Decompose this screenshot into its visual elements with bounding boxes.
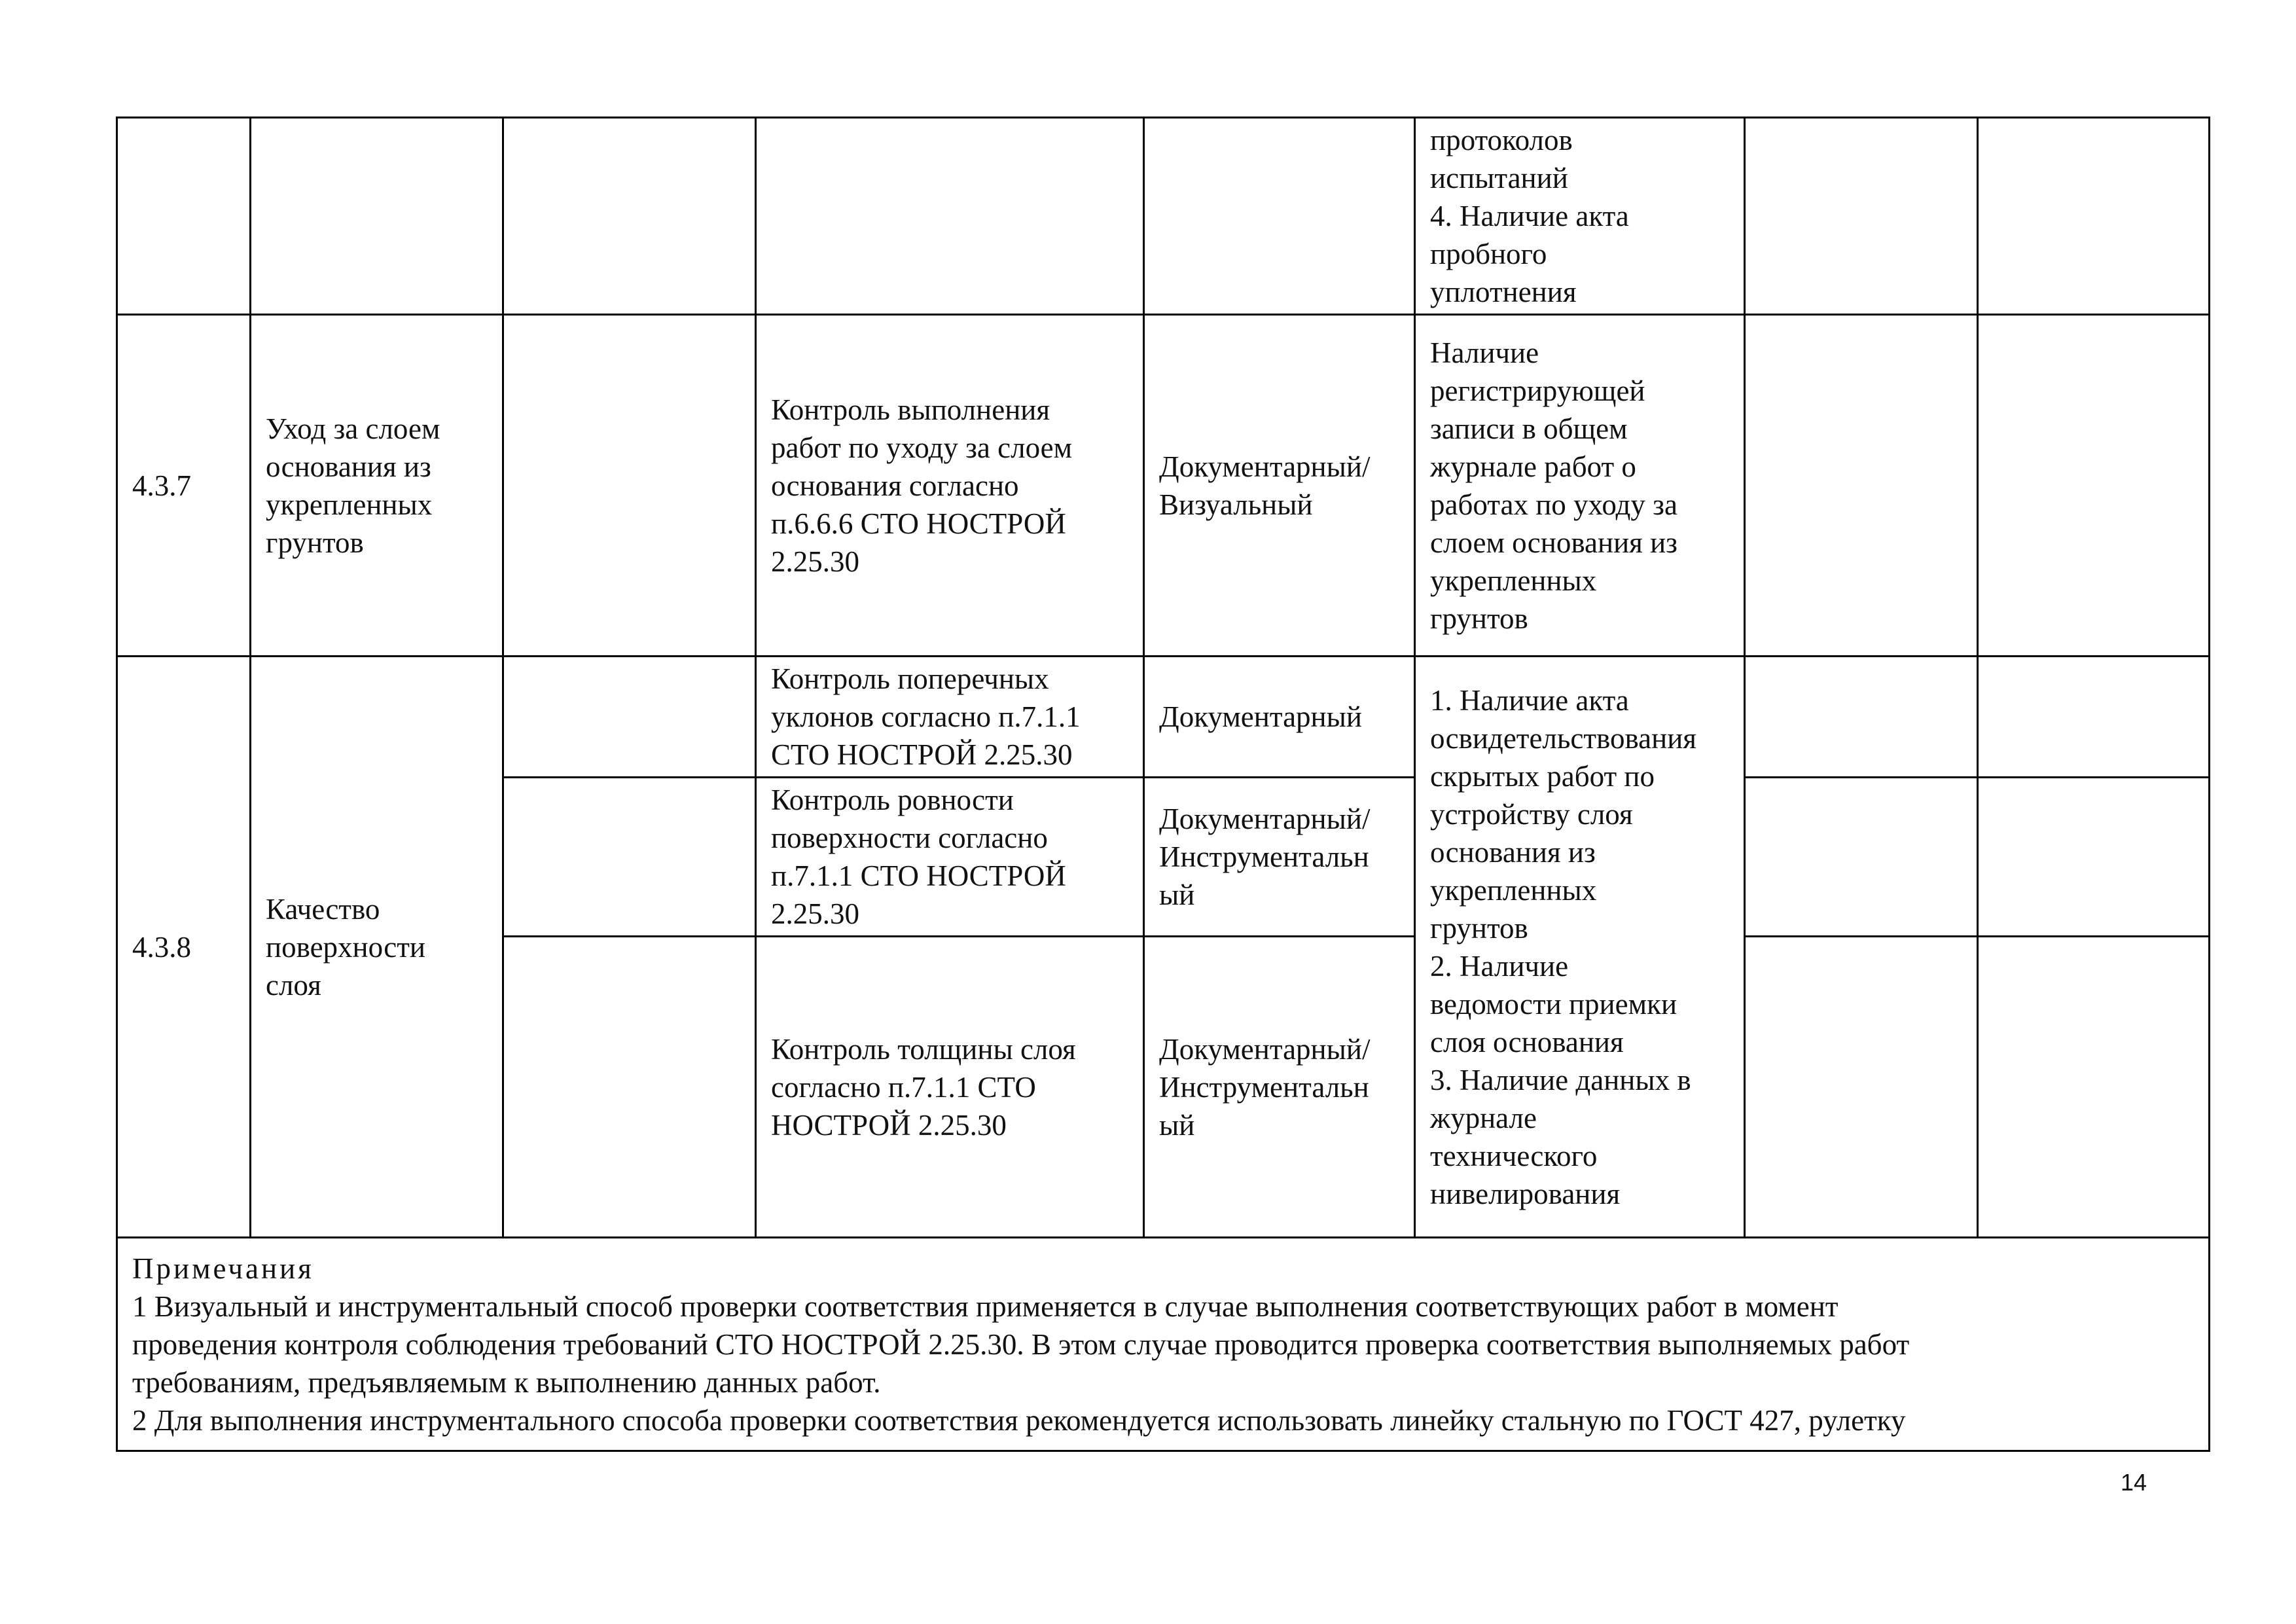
text-line: освидетельствования [1430, 721, 1696, 755]
cell-requirements [1415, 118, 1745, 315]
text-line: Наличие [1430, 336, 1539, 369]
cell-method [1144, 778, 1415, 937]
cell-subject [251, 118, 503, 315]
cell-number [117, 315, 251, 657]
text-line: Документарный/ [1159, 1032, 1371, 1066]
cell-empty [503, 315, 756, 657]
text-line: грунтов [1430, 602, 1528, 635]
text-line: уклонов согласно п.7.1.1 [771, 700, 1081, 733]
text-line: испытаний [1430, 162, 1568, 194]
text-line: СТО НОСТРОЙ 2.25.30 [771, 738, 1073, 771]
text-line: записи в общем [1430, 412, 1628, 445]
cell-empty [1745, 937, 1978, 1238]
text-line: Инструментальн [1159, 840, 1369, 873]
inspection-table [116, 117, 2210, 1452]
cell-number [117, 657, 251, 1238]
item-number: 4.3.8 [132, 930, 191, 964]
text-line: устройству слоя [1430, 797, 1633, 831]
text-line: Документарный/ [1159, 803, 1371, 835]
text-line: 4. Наличие акта [1430, 200, 1629, 232]
cell-subject [251, 657, 503, 1238]
text-line: 2.25.30 [771, 545, 859, 578]
cell-subject [251, 315, 503, 657]
text-line: Документарный [1159, 700, 1362, 733]
text-line: работ по уходу за слоем [771, 431, 1073, 464]
text-line: Уход за слоем [266, 412, 440, 445]
text-line: п.7.1.1 СТО НОСТРОЙ [771, 859, 1066, 892]
text-line: 3. Наличие данных в [1430, 1063, 1691, 1096]
text-line: регистрирующей [1430, 374, 1645, 407]
cell-empty [1745, 118, 1978, 315]
text-line: слоем основания из [1430, 526, 1677, 559]
text-line: работах по уходу за [1430, 488, 1677, 521]
note-line: 2 Для выполнения инструментального способа проверки соответствия рекомендуется использовать линейку стальную по ГОСТ 427, рулетку [132, 1403, 1906, 1437]
cell-requirements [1415, 315, 1745, 657]
cell-control [756, 937, 1144, 1238]
cell-empty [503, 657, 756, 778]
text-line: грунтов [266, 526, 364, 559]
item-number: 4.3.7 [132, 469, 191, 502]
note-line: требованиям, предъявляемым к выполнению данных работ. [132, 1365, 881, 1399]
text-line: протоколов [1430, 124, 1573, 156]
cell-empty [1978, 778, 2210, 937]
text-line: поверхности согласно [771, 821, 1048, 854]
text-line: нивелирования [1430, 1177, 1621, 1210]
text-line: Визуальный [1159, 488, 1313, 521]
text-line: укрепленных [1430, 564, 1597, 597]
text-line: слоя основания [1430, 1025, 1624, 1058]
text-line: Контроль ровности [771, 784, 1014, 816]
cell-method [1144, 315, 1415, 657]
cell-number [117, 118, 251, 315]
text-line: НОСТРОЙ 2.25.30 [771, 1108, 1007, 1142]
text-line: скрытых работ по [1430, 759, 1655, 793]
text-line: Качество [266, 892, 380, 926]
cell-requirements [1415, 657, 1745, 1238]
text-line: укрепленных [266, 488, 433, 521]
cell-empty [1978, 315, 2210, 657]
cell-empty [1978, 937, 2210, 1238]
table-row-4-3-8 [117, 657, 2210, 778]
cell-control [756, 657, 1144, 778]
text-line: грунтов [1430, 911, 1528, 945]
table-row-notes [117, 1238, 2210, 1451]
cell-control [756, 118, 1144, 315]
text-line: согласно п.7.1.1 СТО [771, 1070, 1036, 1104]
cell-empty [1978, 118, 2210, 315]
text-line: ый [1159, 1108, 1195, 1142]
note-line: проведения контроля соблюдения требований СТО НОСТРОЙ 2.25.30. В этом случае проводится проверка соответствия выполняемых работ [132, 1327, 1910, 1361]
cell-empty [1745, 778, 1978, 937]
notes-title: Примечания [132, 1252, 314, 1285]
table-row-4-3-7 [117, 315, 2210, 657]
text-line: основания из [266, 450, 431, 483]
cell-empty [503, 778, 756, 937]
text-line: ведомости приемки [1430, 987, 1677, 1020]
table-row-continuation [117, 118, 2210, 315]
text-line: технического [1430, 1139, 1598, 1172]
text-line: Контроль толщины слоя [771, 1032, 1076, 1066]
text-line: основания согласно [771, 469, 1019, 502]
note-line: 1 Визуальный и инструментальный способ проверки соответствия применяется в случае выполнения соответствующих работ в момент [132, 1290, 1839, 1323]
text-line: журнале [1430, 1101, 1537, 1134]
text-line: 1. Наличие акта [1430, 683, 1629, 717]
notes-cell [117, 1238, 2210, 1451]
text-line: 2. Наличие [1430, 949, 1569, 983]
text-line: Контроль поперечных [771, 662, 1049, 695]
cell-control [756, 315, 1144, 657]
text-line: укрепленных [1430, 873, 1597, 907]
cell-method [1144, 937, 1415, 1238]
cell-control [756, 778, 1144, 937]
text-line: ый [1159, 878, 1195, 911]
text-line: основания из [1430, 835, 1596, 869]
cell-method [1144, 657, 1415, 778]
text-line: Контроль выполнения [771, 393, 1050, 426]
text-line: п.6.6.6 СТО НОСТРОЙ [771, 507, 1066, 540]
page-number: 14 [2120, 1469, 2147, 1496]
text-line: поверхности [266, 930, 425, 964]
cell-empty [1978, 657, 2210, 778]
cell-empty [503, 118, 756, 315]
text-line: Инструментальн [1159, 1070, 1369, 1104]
text-line: 2.25.30 [771, 897, 859, 930]
cell-empty [1745, 315, 1978, 657]
text-line: уплотнения [1430, 276, 1577, 308]
text-line: журнале работ о [1430, 450, 1636, 483]
text-line: слоя [266, 968, 321, 1001]
cell-method [1144, 118, 1415, 315]
cell-empty [1745, 657, 1978, 778]
text-line: пробного [1430, 238, 1547, 270]
text-line: Документарный/ [1159, 450, 1371, 483]
cell-empty [503, 937, 756, 1238]
